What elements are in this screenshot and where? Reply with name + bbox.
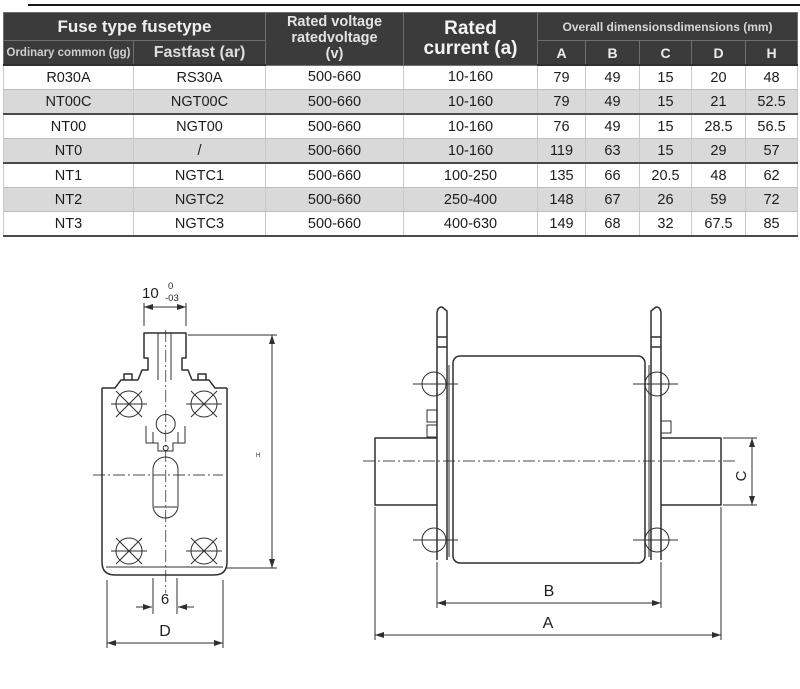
table-cell: 15	[640, 114, 692, 139]
table-cell: 52.5	[746, 90, 798, 115]
screw-symbol-bottom-right	[186, 538, 222, 564]
shoulder-left	[102, 374, 138, 388]
screw-symbol-top-right	[186, 391, 222, 417]
fuse-spec-table	[3, 12, 798, 237]
table-header	[4, 13, 798, 66]
table-cell: 100-250	[404, 163, 538, 188]
table-cell: 29	[692, 139, 746, 164]
header-dim-h: H	[746, 41, 798, 66]
header-dim-b: B	[586, 41, 640, 66]
left-lug	[437, 307, 447, 560]
table-cell: 85	[746, 212, 798, 237]
rated-current-line1: Rated	[444, 17, 497, 39]
top-divider-line	[28, 4, 800, 6]
table-cell: 15	[640, 90, 692, 115]
table-cell: RS30A	[134, 65, 266, 90]
table-cell: 79	[538, 65, 586, 90]
header-dim-a: A	[538, 41, 586, 66]
table-cell: 63	[586, 139, 640, 164]
side-screw-top-right	[633, 372, 678, 396]
table-cell: NT2	[4, 188, 134, 212]
left-lug-tab-upper	[427, 410, 437, 422]
table-row	[4, 212, 798, 237]
rated-current-line2: current (a)	[423, 37, 518, 59]
table-cell: R030A	[4, 65, 134, 90]
table-cell: 76	[538, 114, 586, 139]
table-cell: 10-160	[404, 139, 538, 164]
screw-symbol-bottom-left	[111, 538, 147, 564]
table-cell: NGT00C	[134, 90, 266, 115]
table-cell: NGTC3	[134, 212, 266, 237]
table-cell: 119	[538, 139, 586, 164]
dim-label-a: A	[542, 615, 554, 632]
table-cell: 59	[692, 188, 746, 212]
table-cell: NGTC1	[134, 163, 266, 188]
rated-voltage-line3: (v)	[325, 45, 344, 62]
header-dim-c: C	[640, 41, 692, 66]
header-fuse-type: Fuse type fusetype	[4, 13, 266, 41]
side-screw-top-left	[413, 372, 458, 396]
header-ordinary-common: Ordinary common (gg)	[4, 41, 134, 66]
table-cell: 32	[640, 212, 692, 237]
table-cell: 79	[538, 90, 586, 115]
table-cell: /	[134, 139, 266, 164]
table-row	[4, 90, 798, 115]
header-rated-current	[404, 13, 538, 66]
table-cell: 49	[586, 114, 640, 139]
table-row	[4, 65, 798, 90]
dim-tolerance-lower: -03	[165, 293, 179, 304]
table-cell: NGT00	[134, 114, 266, 139]
table-cell: 56.5	[746, 114, 798, 139]
table-cell: 67.5	[692, 212, 746, 237]
dim-tolerance-upper: 0	[168, 281, 174, 292]
table-cell: NT0	[4, 139, 134, 164]
table-cell: 10-160	[404, 65, 538, 90]
table-cell: 135	[538, 163, 586, 188]
table-row	[4, 188, 798, 212]
dim-label-6: 6	[160, 591, 170, 608]
table-cell: 66	[586, 163, 640, 188]
table-cell: 21	[692, 90, 746, 115]
table-cell: 20.5	[640, 163, 692, 188]
table-cell: 28.5	[692, 114, 746, 139]
table-cell: 68	[586, 212, 640, 237]
dim-label-c: C	[733, 470, 750, 482]
table-cell: 48	[746, 65, 798, 90]
table-cell: 400-630	[404, 212, 538, 237]
table-cell: 500-660	[266, 65, 404, 90]
table-row	[4, 114, 798, 139]
header-fast: Fastfast (ar)	[134, 41, 266, 66]
right-lug-tab	[661, 421, 671, 433]
table-cell: NGTC2	[134, 188, 266, 212]
table-cell: 149	[538, 212, 586, 237]
screw-symbol-top-left	[111, 391, 147, 417]
table-cell: NT1	[4, 163, 134, 188]
fuse-side-view-diagram	[358, 270, 778, 670]
table-cell: 62	[746, 163, 798, 188]
table-cell: 250-400	[404, 188, 538, 212]
blade-strip-lines	[158, 333, 171, 380]
left-lug-tab-lower	[427, 425, 437, 437]
table-cell: 15	[640, 139, 692, 164]
header-overall-dimensions: Overall dimensionsdimensions (mm)	[538, 13, 798, 41]
table-cell: 26	[640, 188, 692, 212]
side-screw-bottom-right	[633, 528, 678, 552]
table-cell: 500-660	[266, 188, 404, 212]
header-dim-d: D	[692, 41, 746, 66]
spec-table-body	[4, 65, 798, 236]
rated-voltage-line2: ratedvoltage	[291, 29, 378, 46]
table-cell: 500-660	[266, 139, 404, 164]
table-cell: NT00C	[4, 90, 134, 115]
dim-label-10: 10	[142, 285, 159, 302]
shoulder-right	[192, 374, 227, 388]
table-cell: 500-660	[266, 114, 404, 139]
table-cell: NT3	[4, 212, 134, 237]
table-cell: 57	[746, 139, 798, 164]
blade-tab-outline	[138, 333, 192, 380]
table-cell: 500-660	[266, 212, 404, 237]
rated-voltage-line1: Rated voltage	[286, 14, 383, 31]
left-blade-tang	[375, 438, 437, 505]
table-cell: 500-660	[266, 90, 404, 115]
table-row	[4, 163, 798, 188]
dim-label-d: D	[159, 623, 171, 640]
right-lug	[651, 307, 661, 560]
table-cell: 49	[586, 90, 640, 115]
table-cell: NT00	[4, 114, 134, 139]
table-cell: 10-160	[404, 90, 538, 115]
table-cell: 15	[640, 65, 692, 90]
table-cell: 148	[538, 188, 586, 212]
fuse-barrel-outline	[453, 356, 645, 563]
table-cell: 48	[692, 163, 746, 188]
table-cell: 49	[586, 65, 640, 90]
table-cell: 72	[746, 188, 798, 212]
dim-label-b: B	[543, 583, 555, 600]
top-dim-extension-lines	[144, 303, 186, 326]
table-cell: 20	[692, 65, 746, 90]
fuse-front-view-diagram	[70, 262, 300, 662]
table-row	[4, 139, 798, 164]
header-rated-voltage	[266, 13, 404, 66]
table-cell: 67	[586, 188, 640, 212]
table-cell: 500-660	[266, 163, 404, 188]
table-cell: 10-160	[404, 114, 538, 139]
height-dim-extension-lines	[188, 335, 277, 568]
side-screw-bottom-left	[413, 528, 458, 552]
right-blade-tang	[661, 438, 721, 505]
dim-label-h: H	[256, 453, 261, 459]
